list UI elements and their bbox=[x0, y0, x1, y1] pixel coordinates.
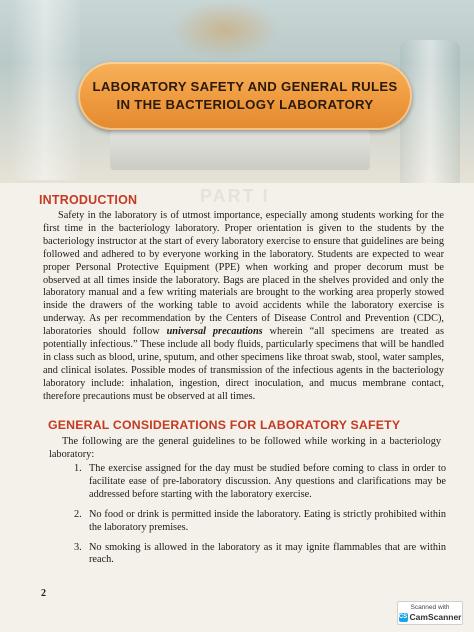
chapter-title-line1: LABORATORY SAFETY AND GENERAL RULES bbox=[92, 79, 398, 94]
general-considerations-heading: GENERAL CONSIDERATIONS FOR LABORATORY SAFETY bbox=[48, 418, 401, 432]
chapter-title bbox=[78, 62, 412, 130]
introduction-heading: INTRODUCTION bbox=[39, 193, 138, 207]
rule-number: 1. bbox=[74, 463, 82, 474]
introduction-paragraph bbox=[43, 210, 444, 404]
rule-number: 3. bbox=[74, 541, 82, 553]
chapter-title-line2: IN THE BACTERIOLOGY LABORATORY bbox=[116, 97, 374, 112]
introduction-text-end: wherein “all specimens are treated as potentially infectious.” These include all body fluids, particularly specimens that will be handled in class such as blood, urine, sputum, and other specimens like throat swab, stool, water samples, and clinical isolates. Possible modes of transmission of the infectious agents in the bacteriology laboratory include: inhalation, ingestion, direct inoculation, and mucus membrane contact, therefore precautions must be observed at all times. bbox=[43, 326, 444, 402]
list-item bbox=[74, 509, 446, 535]
rule-text: No food or drink is permitted inside the laboratory. Eating is strictly prohibited within the laboratory premises. bbox=[89, 508, 446, 533]
rule-text: The exercise assigned for the day must be studied before coming to class in order to facilitate ease of pre-laboratory discussion. Any questions and clarifications may be addressed before starting with the laboratory exercise. bbox=[89, 463, 446, 500]
glassware-image bbox=[400, 40, 460, 183]
rules-list bbox=[74, 463, 446, 574]
introduction-emphasis: universal precautions bbox=[166, 326, 263, 338]
scanner-caption: Scanned with bbox=[410, 604, 450, 611]
camscanner-watermark bbox=[397, 601, 463, 625]
scanner-brand: CamScanner bbox=[409, 612, 462, 622]
list-item bbox=[74, 463, 446, 502]
glassware-image bbox=[10, 0, 80, 180]
part-watermark: PART I bbox=[200, 186, 270, 206]
general-intro-paragraph: The following are the general guidelines to be followed while working in a bacteriology laboratory: bbox=[49, 436, 441, 460]
introduction-text: Safety in the laboratory is of utmost importance, especially among students working for the first time in the bacteriology laboratory. Proper orientation is given to the students by the bacteriology instructor at the start of every laboratory exercise to ensure that guidelines are being followed and adhered to by everyone working in the laboratory. Students are expected to wear proper Personal Protective Equipment (PPE) when working and proper decorum must be observed at all times inside the laboratory. Bags are placed in the shelves provided and only the laboratory manual and a few writing materials are brought to the working area properly stowed inside the drawers of the working table to avoid accidents while the laboratory exercise is underway. As per recommendation by the Centers of Disease Control and Prevention (CDC), laboratories should follow bbox=[43, 210, 444, 338]
glassware-image bbox=[170, 0, 280, 60]
list-item bbox=[74, 542, 446, 568]
header-banner-photo bbox=[0, 0, 474, 183]
glassware-image bbox=[110, 130, 370, 170]
rule-number: 2. bbox=[74, 508, 82, 520]
camscanner-logo-icon: CS bbox=[398, 614, 408, 620]
rule-text: No smoking is allowed in the laboratory as it may ignite flammables that are within reach. bbox=[89, 541, 446, 566]
scanner-brand-row bbox=[399, 612, 462, 622]
page-number: 2 bbox=[41, 588, 46, 599]
